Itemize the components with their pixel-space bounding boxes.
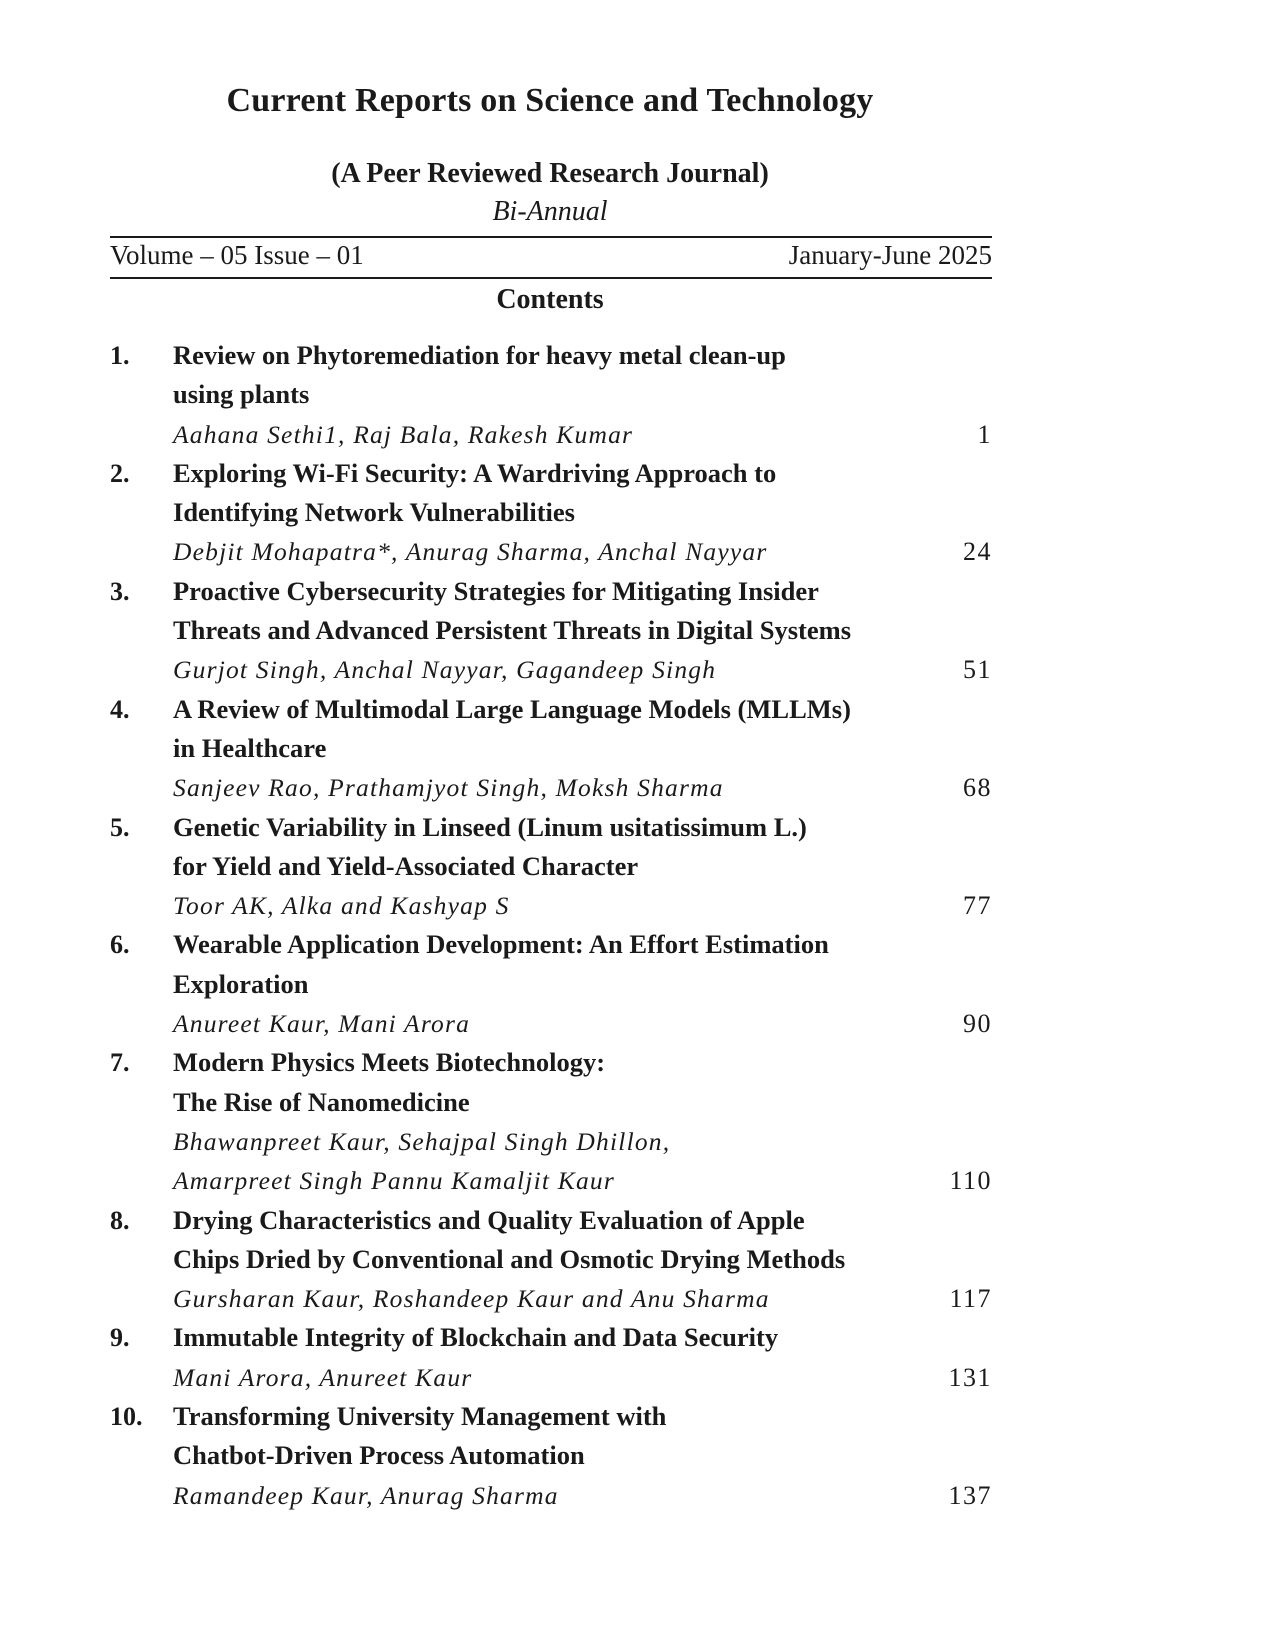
entry-number: 5. <box>110 812 130 842</box>
toc-author-line <box>110 532 992 571</box>
volume-issue: Volume – 05 Issue – 01 <box>110 240 364 270</box>
article-authors: Ramandeep Kaur, Anurag Sharma <box>173 1480 559 1510</box>
article-authors: Gursharan Kaur, Roshandeep Kaur and Anu Sharma <box>173 1284 770 1314</box>
article-title: Transforming University Management with <box>173 1401 667 1432</box>
toc-entry <box>110 690 992 808</box>
article-title: Exploration <box>173 968 309 999</box>
toc-entry <box>110 1318 992 1397</box>
article-authors: Bhawanpreet Kaur, Sehajpal Singh Dhillon, <box>173 1126 671 1156</box>
publication-frequency: Bi-Annual <box>492 196 608 227</box>
article-title: Modern Physics Meets Biotechnology: <box>173 1047 606 1078</box>
entry-number: 3. <box>110 576 130 606</box>
toc-title-line <box>110 1318 992 1357</box>
entry-number: 6. <box>110 930 130 960</box>
page-number: 137 <box>948 1480 992 1510</box>
toc-title-line <box>110 1043 992 1082</box>
toc-title-line <box>110 1397 992 1436</box>
entry-number: 2. <box>110 458 130 488</box>
toc-author-line <box>110 1476 992 1515</box>
toc-author-line <box>110 768 992 807</box>
article-title: Wearable Application Development: An Effort Estimation <box>173 929 829 960</box>
toc-entry <box>110 572 992 690</box>
article-authors: Sanjeev Rao, Prathamjyot Singh, Moksh Sharma <box>173 773 724 803</box>
entry-number: 4. <box>110 694 130 724</box>
table-of-contents <box>110 336 992 1515</box>
entry-number: 7. <box>110 1048 130 1078</box>
article-title: Chatbot-Driven Process Automation <box>173 1440 585 1471</box>
toc-title-line <box>110 847 992 886</box>
toc-title-line <box>110 493 992 532</box>
toc-title-line <box>110 336 992 375</box>
article-authors: Gurjot Singh, Anchal Nayyar, Gagandeep Singh <box>173 655 717 685</box>
page-number: 110 <box>949 1166 992 1196</box>
article-title: Proactive Cybersecurity Strategies for Mitigating Insider <box>173 575 819 606</box>
article-title: A Review of Multimodal Large Language Models (MLLMs) <box>173 693 851 724</box>
page-number: 68 <box>963 773 992 803</box>
issue-period: January-June 2025 <box>788 240 992 270</box>
toc-entry <box>110 454 992 572</box>
issue-info-row <box>110 240 992 271</box>
toc-title-line <box>110 1083 992 1122</box>
toc-title-line <box>110 572 992 611</box>
toc-entry <box>110 808 992 926</box>
article-title: Review on Phytoremediation for heavy metal clean-up <box>173 340 786 370</box>
article-title: Exploring Wi-Fi Security: A Wardriving Approach to <box>173 457 777 488</box>
article-authors: Mani Arora, Anureet Kaur <box>173 1362 473 1392</box>
toc-entry <box>110 925 992 1043</box>
contents-heading: Contents <box>496 284 604 315</box>
toc-entry <box>110 336 992 454</box>
toc-author-line <box>110 1004 992 1043</box>
toc-author-line <box>110 1279 992 1318</box>
toc-title-line <box>110 1201 992 1240</box>
page-number: 117 <box>949 1284 992 1314</box>
page-number: 1 <box>977 419 992 449</box>
toc-entry <box>110 1043 992 1200</box>
article-title: Immutable Integrity of Blockchain and Data Security <box>173 1322 779 1353</box>
page-number: 51 <box>963 655 992 685</box>
toc-title-line <box>110 1240 992 1279</box>
toc-author-line <box>110 1122 992 1161</box>
article-authors: Amarpreet Singh Pannu Kamaljit Kaur <box>173 1166 615 1196</box>
toc-entry <box>110 1201 992 1319</box>
toc-author-line <box>110 415 992 454</box>
toc-title-line <box>110 1436 992 1475</box>
journal-subtitle: (A Peer Reviewed Research Journal) <box>331 158 769 189</box>
entry-number: 9. <box>110 1323 130 1353</box>
toc-entry <box>110 1397 992 1515</box>
toc-author-line <box>110 1161 992 1200</box>
page-number: 131 <box>948 1362 992 1392</box>
article-title: in Healthcare <box>173 732 327 763</box>
article-authors: Anureet Kaur, Mani Arora <box>173 1009 471 1039</box>
article-title: using plants <box>173 379 310 410</box>
page-number: 77 <box>963 891 992 921</box>
article-title: Threats and Advanced Persistent Threats in Digital Systems <box>173 615 852 646</box>
entry-number: 8. <box>110 1205 130 1235</box>
article-title: Drying Characteristics and Quality Evaluation of Apple <box>173 1204 805 1235</box>
article-authors: Toor AK, Alka and Kashyap S <box>173 891 510 921</box>
article-authors: Debjit Mohapatra*, Anurag Sharma, Anchal Nayyar <box>173 537 768 567</box>
entry-number: 1. <box>110 341 130 370</box>
toc-title-line <box>110 690 992 729</box>
article-title: Genetic Variability in Linseed (Linum usitatissimum L.) <box>173 811 807 842</box>
toc-title-line <box>110 925 992 964</box>
bottom-divider <box>110 277 992 279</box>
entry-number: 10. <box>110 1402 143 1432</box>
toc-author-line <box>110 1358 992 1397</box>
toc-title-line <box>110 808 992 847</box>
page-number: 24 <box>963 537 992 567</box>
toc-author-line <box>110 650 992 689</box>
toc-title-line <box>110 375 992 414</box>
article-authors: Aahana Sethi1, Raj Bala, Rakesh Kumar <box>173 419 634 449</box>
article-title: Identifying Network Vulnerabilities <box>173 497 575 528</box>
toc-title-line <box>110 965 992 1004</box>
top-divider <box>110 236 992 238</box>
article-title: Chips Dried by Conventional and Osmotic Drying Methods <box>173 1243 846 1274</box>
page-number: 90 <box>963 1009 992 1039</box>
article-title: for Yield and Yield-Associated Character <box>173 850 639 881</box>
toc-title-line <box>110 729 992 768</box>
journal-title: Current Reports on Science and Technology <box>226 82 874 119</box>
toc-title-line <box>110 454 992 493</box>
toc-author-line <box>110 886 992 925</box>
article-title: The Rise of Nanomedicine <box>173 1086 470 1117</box>
toc-title-line <box>110 611 992 650</box>
